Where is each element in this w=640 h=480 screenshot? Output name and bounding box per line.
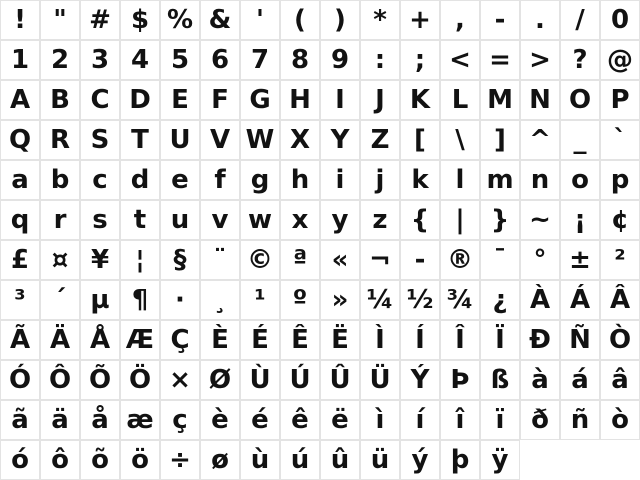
glyph-cell[interactable]: Þ [440, 360, 480, 400]
glyph-cell[interactable]: : [360, 40, 400, 80]
glyph-cell[interactable]: " [40, 0, 80, 40]
glyph-cell[interactable]: Ç [160, 320, 200, 360]
glyph-cell[interactable]: º [280, 280, 320, 320]
glyph-cell[interactable]: r [40, 200, 80, 240]
glyph-cell[interactable]: # [80, 0, 120, 40]
glyph-cell[interactable]: Î [440, 320, 480, 360]
glyph-cell[interactable]: Y [320, 120, 360, 160]
glyph-cell[interactable]: ó [0, 440, 40, 480]
glyph-cell[interactable]: ê [280, 400, 320, 440]
glyph-cell[interactable]: P [600, 80, 640, 120]
glyph-cell[interactable]: Ù [240, 360, 280, 400]
glyph-cell[interactable]: ( [280, 0, 320, 40]
glyph-cell[interactable]: ¹ [240, 280, 280, 320]
glyph-cell[interactable]: 4 [120, 40, 160, 80]
glyph-cell[interactable]: ð [520, 400, 560, 440]
glyph-cell[interactable]: 7 [240, 40, 280, 80]
glyph-cell[interactable]: k [400, 160, 440, 200]
glyph-cell[interactable]: ¿ [480, 280, 520, 320]
glyph-cell[interactable]: A [0, 80, 40, 120]
glyph-cell[interactable]: d [120, 160, 160, 200]
glyph-cell[interactable]: ¡ [560, 200, 600, 240]
glyph-cell[interactable]: b [40, 160, 80, 200]
glyph-cell[interactable]: v [200, 200, 240, 240]
glyph-cell[interactable]: l [440, 160, 480, 200]
glyph-cell[interactable]: * [360, 0, 400, 40]
glyph-cell[interactable]: ü [360, 440, 400, 480]
glyph-cell[interactable]: ñ [560, 400, 600, 440]
glyph-cell[interactable]: 2 [40, 40, 80, 80]
glyph-cell[interactable]: è [200, 400, 240, 440]
glyph-cell[interactable]: M [480, 80, 520, 120]
glyph-cell[interactable]: ¼ [360, 280, 400, 320]
glyph-cell[interactable]: 1 [0, 40, 40, 80]
glyph-cell[interactable]: m [480, 160, 520, 200]
glyph-cell[interactable]: O [560, 80, 600, 120]
glyph-cell[interactable]: W [240, 120, 280, 160]
glyph-cell[interactable]: þ [440, 440, 480, 480]
glyph-cell[interactable]: Ò [600, 320, 640, 360]
glyph-cell[interactable]: I [320, 80, 360, 120]
glyph-cell[interactable]: Q [0, 120, 40, 160]
glyph-cell[interactable]: ` [600, 120, 640, 160]
glyph-cell[interactable]: L [440, 80, 480, 120]
glyph-cell[interactable]: ¶ [120, 280, 160, 320]
glyph-cell[interactable]: ¯ [480, 240, 520, 280]
glyph-cell[interactable]: Å [80, 320, 120, 360]
glyph-cell[interactable]: g [240, 160, 280, 200]
glyph-cell[interactable]: Ø [200, 360, 240, 400]
glyph-cell[interactable]: ! [0, 0, 40, 40]
glyph-cell[interactable]: & [200, 0, 240, 40]
glyph-cell[interactable]: Ñ [560, 320, 600, 360]
empty-cell [600, 440, 640, 480]
glyph-cell[interactable]: D [120, 80, 160, 120]
glyph-cell[interactable]: È [200, 320, 240, 360]
glyph-cell[interactable]: _ [560, 120, 600, 160]
glyph-cell[interactable]: z [360, 200, 400, 240]
glyph-cell[interactable]: w [240, 200, 280, 240]
glyph-cell[interactable]: % [160, 0, 200, 40]
glyph-cell[interactable]: a [0, 160, 40, 200]
glyph-cell[interactable]: { [400, 200, 440, 240]
glyph-cell[interactable]: 6 [200, 40, 240, 80]
glyph-cell[interactable]: ë [320, 400, 360, 440]
glyph-cell[interactable]: ß [480, 360, 520, 400]
glyph-cell[interactable]: ö [120, 440, 160, 480]
glyph-cell[interactable]: ) [320, 0, 360, 40]
glyph-cell[interactable]: Ô [40, 360, 80, 400]
glyph-cell[interactable]: f [200, 160, 240, 200]
glyph-cell[interactable]: ® [440, 240, 480, 280]
glyph-cell[interactable]: s [80, 200, 120, 240]
glyph-cell[interactable]: G [240, 80, 280, 120]
glyph-cell[interactable]: ¸ [200, 280, 240, 320]
glyph-cell[interactable]: ò [600, 400, 640, 440]
glyph-cell[interactable]: é [240, 400, 280, 440]
glyph-cell[interactable]: 3 [80, 40, 120, 80]
glyph-cell[interactable]: ~ [520, 200, 560, 240]
empty-cell [560, 440, 600, 480]
glyph-cell[interactable]: t [120, 200, 160, 240]
glyph-cell[interactable]: ² [600, 240, 640, 280]
glyph-cell[interactable]: . [520, 0, 560, 40]
glyph-cell[interactable]: â [600, 360, 640, 400]
glyph-cell[interactable]: 9 [320, 40, 360, 80]
glyph-cell[interactable]: ï [480, 400, 520, 440]
glyph-cell[interactable]: ± [560, 240, 600, 280]
glyph-cell[interactable]: ¬ [360, 240, 400, 280]
glyph-cell[interactable]: ø [200, 440, 240, 480]
glyph-cell[interactable]: - [480, 0, 520, 40]
glyph-cell[interactable]: ì [360, 400, 400, 440]
glyph-cell[interactable]: U [160, 120, 200, 160]
glyph-cell[interactable]: Ï [480, 320, 520, 360]
glyph-cell[interactable]: ^ [520, 120, 560, 160]
glyph-cell[interactable]: ¾ [440, 280, 480, 320]
glyph-cell[interactable]: Ü [360, 360, 400, 400]
glyph-cell[interactable]: õ [80, 440, 120, 480]
glyph-cell[interactable]: ; [400, 40, 440, 80]
glyph-cell[interactable]: Ð [520, 320, 560, 360]
glyph-cell[interactable]: Ä [40, 320, 80, 360]
glyph-cell[interactable]: + [400, 0, 440, 40]
glyph-cell[interactable]: Û [320, 360, 360, 400]
glyph-cell[interactable]: < [440, 40, 480, 80]
glyph-cell[interactable]: å [80, 400, 120, 440]
glyph-cell[interactable]: | [440, 200, 480, 240]
glyph-cell[interactable]: Ê [280, 320, 320, 360]
glyph-cell[interactable]: 0 [600, 0, 640, 40]
glyph-cell[interactable]: Í [400, 320, 440, 360]
glyph-cell[interactable]: n [520, 160, 560, 200]
glyph-cell[interactable]: Ö [120, 360, 160, 400]
glyph-cell[interactable]: @ [600, 40, 640, 80]
glyph-cell[interactable]: e [160, 160, 200, 200]
glyph-cell[interactable]: u [160, 200, 200, 240]
glyph-cell[interactable]: ã [0, 400, 40, 440]
glyph-cell[interactable]: J [360, 80, 400, 120]
glyph-cell[interactable]: y [320, 200, 360, 240]
glyph-cell[interactable]: p [600, 160, 640, 200]
glyph-cell[interactable]: ç [160, 400, 200, 440]
glyph-cell[interactable]: Æ [120, 320, 160, 360]
glyph-cell[interactable]: C [80, 80, 120, 120]
glyph-cell[interactable]: µ [80, 280, 120, 320]
empty-cell [520, 440, 560, 480]
glyph-cell[interactable]: Â [600, 280, 640, 320]
glyph-cell[interactable]: 5 [160, 40, 200, 80]
glyph-cell[interactable]: Ý [400, 360, 440, 400]
glyph-cell[interactable]: 8 [280, 40, 320, 80]
glyph-cell[interactable]: R [40, 120, 80, 160]
glyph-cell[interactable]: ý [400, 440, 440, 480]
glyph-cell[interactable]: } [480, 200, 520, 240]
glyph-cell[interactable]: / [560, 0, 600, 40]
glyph-cell[interactable]: Ó [0, 360, 40, 400]
glyph-cell[interactable]: ' [240, 0, 280, 40]
glyph-cell[interactable]: § [160, 240, 200, 280]
glyph-cell[interactable]: , [440, 0, 480, 40]
glyph-cell[interactable]: ¢ [600, 200, 640, 240]
glyph-cell[interactable]: ÷ [160, 440, 200, 480]
glyph-cell[interactable]: « [320, 240, 360, 280]
glyph-cell[interactable]: ¨ [200, 240, 240, 280]
glyph-cell[interactable]: Á [560, 280, 600, 320]
glyph-cell[interactable]: æ [120, 400, 160, 440]
glyph-cell[interactable]: h [280, 160, 320, 200]
glyph-cell[interactable]: ½ [400, 280, 440, 320]
glyph-cell[interactable]: ´ [40, 280, 80, 320]
glyph-cell[interactable]: \ [440, 120, 480, 160]
glyph-cell[interactable]: > [520, 40, 560, 80]
glyph-cell[interactable]: H [280, 80, 320, 120]
glyph-cell[interactable]: E [160, 80, 200, 120]
glyph-cell[interactable]: [ [400, 120, 440, 160]
glyph-cell[interactable]: ¥ [80, 240, 120, 280]
glyph-cell[interactable]: V [200, 120, 240, 160]
glyph-cell[interactable]: Ë [320, 320, 360, 360]
glyph-cell[interactable]: ? [560, 40, 600, 80]
glyph-cell[interactable]: É [240, 320, 280, 360]
glyph-cell[interactable]: ô [40, 440, 80, 480]
glyph-cell[interactable]: ¦ [120, 240, 160, 280]
glyph-cell[interactable]: ª [280, 240, 320, 280]
glyph-cell[interactable]: T [120, 120, 160, 160]
glyph-cell[interactable]: · [160, 280, 200, 320]
glyph-cell[interactable]: c [80, 160, 120, 200]
glyph-cell[interactable]: £ [0, 240, 40, 280]
glyph-cell[interactable]: K [400, 80, 440, 120]
glyph-cell[interactable]: © [240, 240, 280, 280]
glyph-cell[interactable]: q [0, 200, 40, 240]
glyph-cell[interactable]: B [40, 80, 80, 120]
glyph-cell[interactable]: N [520, 80, 560, 120]
glyph-cell[interactable]: Ì [360, 320, 400, 360]
glyph-cell[interactable]: i [320, 160, 360, 200]
glyph-cell[interactable]: ] [480, 120, 520, 160]
glyph-cell[interactable]: × [160, 360, 200, 400]
glyph-cell[interactable]: ¤ [40, 240, 80, 280]
glyph-cell[interactable]: í [400, 400, 440, 440]
glyph-cell[interactable]: X [280, 120, 320, 160]
glyph-cell[interactable]: F [200, 80, 240, 120]
glyph-cell[interactable]: ÿ [480, 440, 520, 480]
glyph-cell[interactable]: x [280, 200, 320, 240]
glyph-cell[interactable]: ³ [0, 280, 40, 320]
glyph-cell[interactable]: á [560, 360, 600, 400]
glyph-cell[interactable]: Õ [80, 360, 120, 400]
glyph-cell[interactable]: o [560, 160, 600, 200]
glyph-cell[interactable]: j [360, 160, 400, 200]
glyph-cell[interactable]: Ã [0, 320, 40, 360]
glyph-cell[interactable]: Ú [280, 360, 320, 400]
glyph-cell[interactable]: » [320, 280, 360, 320]
glyph-cell[interactable]: ú [280, 440, 320, 480]
glyph-cell[interactable]: ° [520, 240, 560, 280]
glyph-cell[interactable]: S [80, 120, 120, 160]
glyph-cell[interactable]: À [520, 280, 560, 320]
glyph-cell[interactable]: à [520, 360, 560, 400]
glyph-cell[interactable]: ä [40, 400, 80, 440]
glyph-cell[interactable]: - [400, 240, 440, 280]
glyph-cell[interactable]: ù [240, 440, 280, 480]
glyph-cell[interactable]: Z [360, 120, 400, 160]
glyph-cell[interactable]: = [480, 40, 520, 80]
glyph-cell[interactable]: û [320, 440, 360, 480]
glyph-cell[interactable]: î [440, 400, 480, 440]
glyph-cell[interactable]: $ [120, 0, 160, 40]
